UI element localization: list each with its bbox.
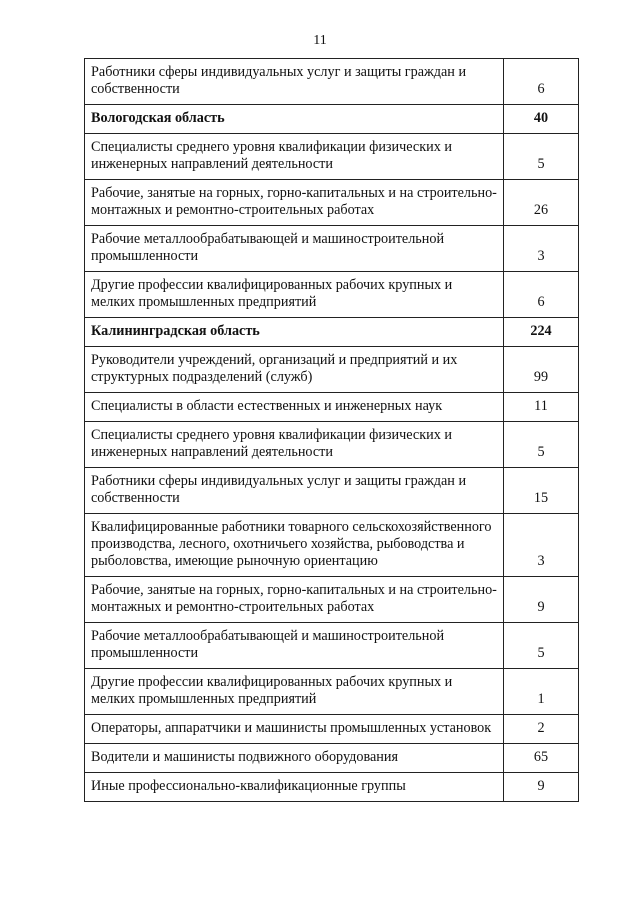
row-value: 6 xyxy=(504,272,579,318)
row-label: Рабочие, занятые на горных, горно-капитальных и на строительно-монтажных и ремонтно-строительных работах xyxy=(85,577,504,623)
row-label: Рабочие металлообрабатывающей и машиностроительной промышленности xyxy=(85,226,504,272)
row-label: Руководители учреждений, организаций и предприятий и их структурных подразделений (служб) xyxy=(85,347,504,393)
table-row xyxy=(85,715,579,744)
row-value: 9 xyxy=(504,577,579,623)
row-label: Рабочие металлообрабатывающей и машиностроительной промышленности xyxy=(85,623,504,669)
table-row xyxy=(85,226,579,272)
region-name: Калининградская область xyxy=(85,318,504,347)
page-number: 11 xyxy=(313,33,327,48)
row-label: Операторы, аппаратчики и машинисты промышленных установок xyxy=(85,715,504,744)
row-value: 11 xyxy=(504,393,579,422)
row-value: 26 xyxy=(504,180,579,226)
row-label: Рабочие, занятые на горных, горно-капитальных и на строительно-монтажных и ремонтно-строительных работах xyxy=(85,180,504,226)
table-row xyxy=(85,272,579,318)
region-row xyxy=(85,318,579,347)
row-label: Другие профессии квалифицированных рабочих крупных и мелких промышленных предприятий xyxy=(85,669,504,715)
row-value: 5 xyxy=(504,134,579,180)
row-value: 5 xyxy=(504,422,579,468)
row-label: Специалисты среднего уровня квалификации физических и инженерных направлений деятельности xyxy=(85,422,504,468)
row-value: 65 xyxy=(504,744,579,773)
row-value: 2 xyxy=(504,715,579,744)
table-row xyxy=(85,744,579,773)
row-value: 3 xyxy=(504,226,579,272)
row-value: 99 xyxy=(504,347,579,393)
row-value: 6 xyxy=(504,59,579,105)
table-row xyxy=(85,773,579,802)
row-value: 9 xyxy=(504,773,579,802)
row-label: Другие профессии квалифицированных рабочих крупных и мелких промышленных предприятий xyxy=(85,272,504,318)
table-row xyxy=(85,59,579,105)
row-label: Специалисты среднего уровня квалификации физических и инженерных направлений деятельности xyxy=(85,134,504,180)
row-value: 15 xyxy=(504,468,579,514)
row-label: Работники сферы индивидуальных услуг и защиты граждан и собственности xyxy=(85,59,504,105)
table-row xyxy=(85,180,579,226)
table-body xyxy=(85,59,579,802)
table-row xyxy=(85,422,579,468)
region-name: Вологодская область xyxy=(85,105,504,134)
row-label: Специалисты в области естественных и инженерных наук xyxy=(85,393,504,422)
table-row xyxy=(85,468,579,514)
region-total: 40 xyxy=(504,105,579,134)
profession-table xyxy=(84,58,579,802)
row-label: Иные профессионально-квалификационные группы xyxy=(85,773,504,802)
row-value: 3 xyxy=(504,514,579,577)
table-row xyxy=(85,514,579,577)
row-label: Работники сферы индивидуальных услуг и защиты граждан и собственности xyxy=(85,468,504,514)
region-row xyxy=(85,105,579,134)
table-row xyxy=(85,669,579,715)
region-total: 224 xyxy=(504,318,579,347)
row-label: Водители и машинисты подвижного оборудования xyxy=(85,744,504,773)
table-row xyxy=(85,134,579,180)
row-value: 5 xyxy=(504,623,579,669)
table-row xyxy=(85,347,579,393)
table-row xyxy=(85,577,579,623)
row-label: Квалифицированные работники товарного сельскохозяйственного производства, лесного, охотничьего хозяйства, рыбоводства и рыболовства, имеющие рыночную ориентацию xyxy=(85,514,504,577)
row-value: 1 xyxy=(504,669,579,715)
table-row xyxy=(85,393,579,422)
table-row xyxy=(85,623,579,669)
